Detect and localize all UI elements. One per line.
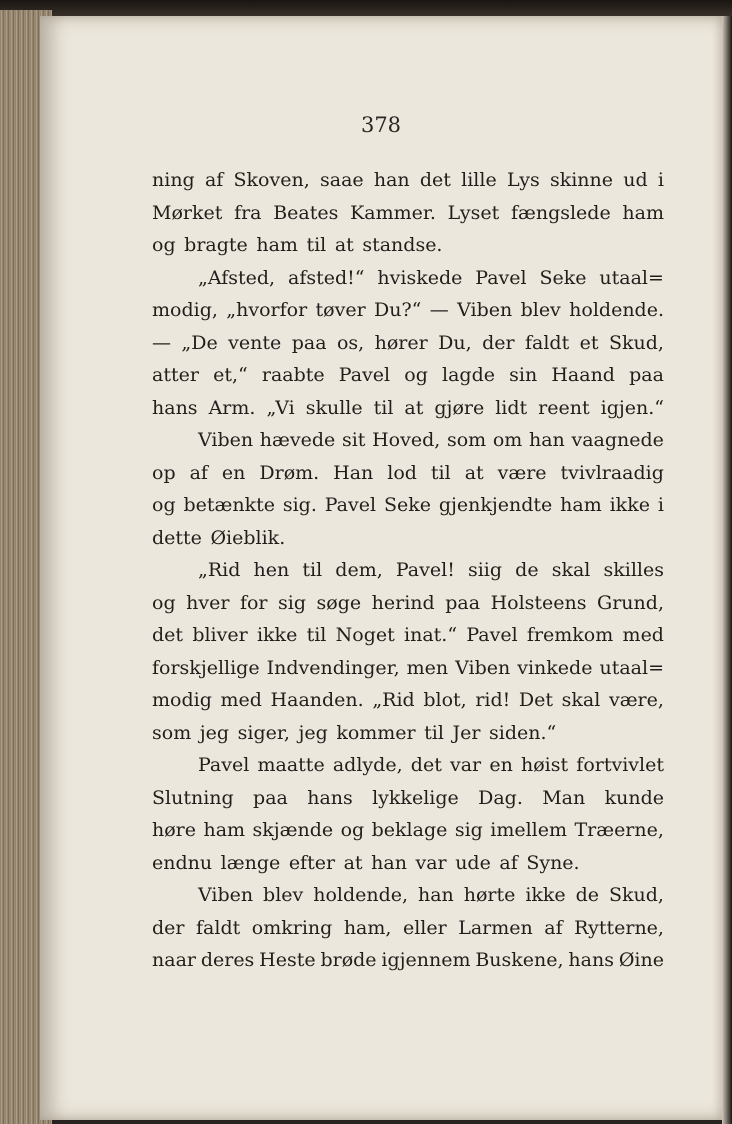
text-line	[152, 782, 664, 815]
word: herind	[371, 591, 435, 614]
word: Beates	[273, 201, 339, 224]
word: Viben	[455, 656, 511, 679]
text-line	[152, 554, 664, 587]
word: blev	[263, 884, 304, 906]
word: hviskede	[377, 266, 463, 289]
word: ning	[152, 169, 195, 191]
word: var	[415, 851, 447, 874]
text-line	[152, 847, 664, 880]
word: Viben	[198, 429, 254, 451]
word: som	[152, 721, 192, 744]
word: han	[528, 429, 565, 451]
word: jeg	[298, 721, 328, 744]
text-line	[152, 457, 664, 490]
word: med	[622, 624, 664, 646]
word: en	[489, 754, 513, 776]
word: Pavel	[466, 624, 518, 646]
word: bliver	[192, 624, 248, 646]
text-line	[152, 229, 664, 262]
word: skinne	[549, 169, 613, 191]
word: Lys	[506, 169, 540, 191]
word: fængslede	[510, 201, 611, 224]
word: til	[302, 559, 323, 581]
word: og	[404, 364, 428, 386]
text-line	[152, 684, 664, 717]
word: Noget	[335, 624, 395, 646]
word: op	[152, 461, 176, 484]
word: „Afsted,	[198, 266, 276, 289]
word: som	[446, 429, 487, 451]
word: ikke	[256, 624, 298, 646]
word: ham	[203, 819, 246, 841]
word: siden.“	[489, 721, 557, 744]
word: han	[417, 884, 454, 906]
word: vaagnede	[571, 429, 664, 451]
word: Dag.	[478, 786, 523, 809]
word: hans	[568, 949, 614, 971]
word: inat.“	[404, 624, 458, 646]
word: Skud,	[608, 331, 664, 354]
word: i	[657, 494, 664, 516]
word: kommer	[336, 721, 416, 744]
text-line	[152, 424, 664, 457]
word: ikke	[609, 494, 650, 516]
page-number: 378	[360, 113, 402, 137]
word: siger,	[237, 721, 290, 744]
word: skal	[561, 689, 601, 711]
word: ud	[623, 169, 648, 191]
word: i	[657, 169, 664, 191]
text-line	[152, 359, 664, 392]
word: maatte	[257, 754, 325, 776]
word: Drøm.	[259, 461, 320, 484]
word: blot,	[423, 689, 467, 711]
word: der	[482, 331, 515, 354]
word: eller	[402, 916, 447, 939]
word: igjennem	[381, 949, 471, 971]
word: at	[404, 396, 424, 419]
word: ham	[622, 201, 664, 224]
word: hver	[186, 591, 230, 614]
word: at	[464, 461, 484, 484]
word: dem,	[335, 559, 383, 581]
word: paa	[629, 364, 664, 386]
word: Grund,	[597, 591, 664, 614]
word: at	[334, 234, 354, 256]
word: gjøre	[434, 396, 485, 419]
book-page	[40, 16, 722, 1120]
word: søge	[316, 591, 362, 614]
word: afsted!“	[288, 266, 365, 289]
word: „Rid	[372, 689, 415, 711]
word: bragte	[184, 234, 248, 256]
text-line	[152, 619, 664, 652]
word: Hoved,	[372, 429, 441, 451]
word: Seke	[539, 266, 587, 289]
word: Rytterne,	[574, 916, 664, 939]
word: Arm.	[208, 396, 256, 419]
word: utaal=	[599, 266, 664, 289]
text-line	[152, 652, 664, 685]
word: adlyde,	[332, 754, 403, 776]
word: „hvorfor	[226, 299, 308, 321]
word: Han	[333, 461, 374, 484]
word: holdende.	[569, 299, 664, 321]
word: fra	[234, 201, 262, 224]
word: jeg	[199, 721, 230, 744]
word: vente	[228, 331, 282, 354]
word: de	[575, 884, 600, 906]
word: modig,	[152, 299, 218, 321]
word: modig	[152, 689, 212, 711]
word: at	[343, 851, 363, 874]
page-right-edge	[722, 16, 732, 1124]
word: tøver	[315, 299, 366, 321]
word: efter	[288, 851, 336, 874]
word: —	[429, 299, 449, 321]
word: Øine	[618, 949, 664, 971]
word: skjænde	[252, 819, 334, 841]
word: Larmen	[458, 916, 533, 939]
text-line	[152, 879, 664, 912]
word: af	[189, 461, 208, 484]
text-line	[152, 749, 664, 782]
text-line	[152, 327, 664, 360]
word: hører	[374, 331, 428, 354]
word: gjenkjendte	[438, 494, 553, 516]
word: Viben	[457, 299, 513, 321]
word: lidt	[495, 396, 528, 419]
word: Pavel	[324, 494, 377, 516]
word: Lyset	[447, 201, 500, 224]
word: der	[152, 916, 185, 939]
word: Holsteens	[490, 591, 587, 614]
word: lod	[387, 461, 417, 484]
body-text	[152, 164, 664, 977]
word: Pavel	[338, 364, 391, 386]
word: faldt	[524, 331, 570, 354]
word: og	[340, 819, 365, 841]
word: var	[450, 754, 482, 776]
word: lagde	[442, 364, 495, 386]
word: og	[152, 494, 176, 516]
word: ham	[256, 234, 298, 256]
word: Jer	[452, 721, 481, 744]
word: „Vi	[266, 396, 295, 419]
word: endnu	[152, 851, 213, 874]
word: af	[499, 851, 518, 874]
word: Man	[542, 786, 586, 809]
word: paa	[291, 331, 327, 354]
word: blev	[520, 299, 561, 321]
word: ham	[560, 494, 602, 516]
word: paa	[253, 786, 288, 809]
word: Slutning	[152, 786, 234, 809]
word: omkring	[251, 916, 333, 939]
word: et,“	[213, 364, 248, 386]
word: de	[515, 559, 539, 581]
word: til	[430, 461, 451, 484]
word: forskjellige	[152, 656, 260, 679]
word: hans	[152, 396, 198, 419]
word: sig	[454, 819, 483, 841]
word: lille	[461, 169, 497, 191]
word: hen	[253, 559, 290, 581]
word: han	[371, 851, 407, 874]
word: „Rid	[198, 559, 241, 581]
word: være,	[608, 689, 664, 711]
word: til	[424, 721, 444, 744]
text-line	[152, 489, 664, 522]
word: Pavel	[198, 754, 250, 776]
word: os,	[336, 331, 365, 354]
word: sin	[509, 364, 538, 386]
word: være	[497, 461, 547, 484]
word: —	[152, 331, 171, 354]
word: Buskene,	[475, 949, 564, 971]
word: om	[492, 429, 523, 451]
word: det	[410, 754, 442, 776]
word: raabte	[261, 364, 325, 386]
word: Kammer.	[350, 201, 436, 224]
word: standse.	[362, 234, 443, 256]
word: brøde	[320, 949, 377, 971]
word: Du?“	[374, 299, 422, 321]
word: Indvendinger,	[266, 656, 400, 679]
word: for	[239, 591, 268, 614]
word: fremkom	[526, 624, 614, 646]
word: af	[544, 916, 563, 939]
word: hans	[307, 786, 353, 809]
word: „De	[181, 331, 218, 354]
word: det	[419, 169, 451, 191]
word: siig	[467, 559, 503, 581]
word: Øieblik.	[210, 526, 286, 549]
word: ude	[455, 851, 491, 874]
word: Pavel	[475, 266, 527, 289]
word: betænkte	[183, 494, 275, 516]
word: af	[204, 169, 224, 191]
word: naar	[152, 949, 196, 971]
word: det	[152, 624, 184, 646]
word: skilles	[603, 559, 664, 581]
word: Mørket	[152, 201, 223, 224]
word: Haand	[551, 364, 615, 386]
text-line	[152, 522, 664, 555]
word: ham,	[343, 916, 392, 939]
word: til	[306, 234, 327, 256]
word: paa	[445, 591, 481, 614]
word: til	[306, 624, 327, 646]
word: imellem	[490, 819, 568, 841]
word: med	[220, 689, 262, 711]
word: Syne.	[526, 851, 580, 874]
word: holdende,	[313, 884, 409, 906]
text-line	[152, 392, 664, 425]
word: atter	[152, 364, 199, 386]
word: Pavel!	[395, 559, 455, 581]
word: igjen.“	[600, 396, 664, 419]
word: Viben	[198, 884, 254, 906]
word: utaal=	[599, 656, 664, 679]
word: længe	[220, 851, 281, 874]
word: hævede	[259, 429, 336, 451]
text-line	[152, 717, 664, 750]
word: Det	[518, 689, 554, 711]
word: reent	[538, 396, 590, 419]
word: Skud,	[608, 884, 664, 906]
word: Skoven,	[233, 169, 310, 191]
word: til	[373, 396, 394, 419]
text-line	[152, 197, 664, 230]
word: sig.	[282, 494, 317, 516]
word: en	[221, 461, 246, 484]
word: fortvivlet	[576, 754, 664, 776]
word: høist	[520, 754, 569, 776]
word: høre	[152, 819, 197, 841]
word: rid!	[475, 689, 511, 711]
word: et	[579, 331, 599, 354]
word: dette	[152, 526, 202, 549]
word: saae	[319, 169, 364, 191]
word: sit	[341, 429, 366, 451]
text-line	[152, 814, 664, 847]
word: og	[152, 234, 176, 256]
text-line	[152, 294, 664, 327]
text-line	[152, 944, 664, 977]
word: sig	[278, 591, 307, 614]
text-line	[152, 262, 664, 295]
word: lykkelige	[372, 786, 459, 809]
word: hørte	[463, 884, 516, 906]
text-line	[152, 587, 664, 620]
word: skal	[551, 559, 591, 581]
word: skulle	[305, 396, 363, 419]
word: men	[406, 656, 449, 679]
word: beklage	[371, 819, 448, 841]
word: han	[373, 169, 410, 191]
word: Haanden.	[270, 689, 364, 711]
word: deres	[200, 949, 255, 971]
word: vinkede	[517, 656, 593, 679]
text-line	[152, 912, 664, 945]
word: ikke	[525, 884, 566, 906]
text-line	[152, 164, 664, 197]
word: Seke	[383, 494, 431, 516]
word: faldt	[196, 916, 241, 939]
word: Du,	[438, 331, 472, 354]
word: og	[152, 591, 176, 614]
word: Træerne,	[574, 819, 664, 841]
word: tvivlraadig	[560, 461, 664, 484]
word: Heste	[259, 949, 316, 971]
word: kunde	[604, 786, 664, 809]
